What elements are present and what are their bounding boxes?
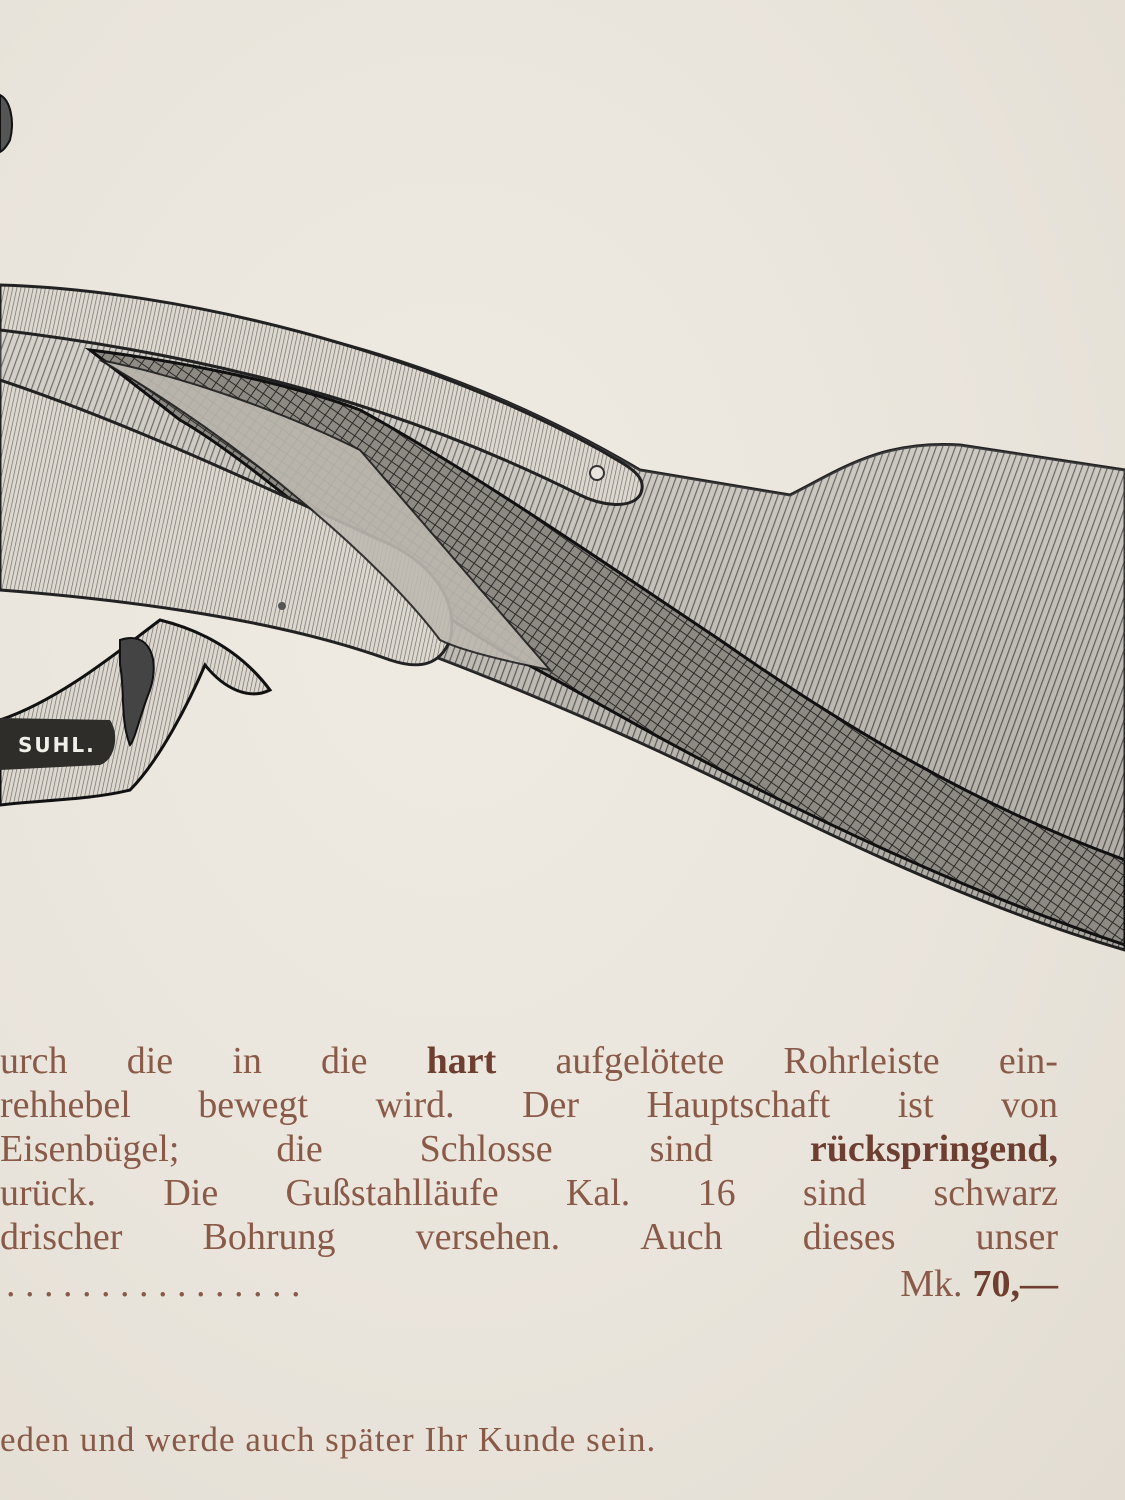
description-word: Gußstahlläufe (285, 1172, 499, 1214)
description-word: Schlosse (419, 1128, 553, 1170)
description-word: Rohrleiste (783, 1040, 940, 1082)
suhl-engraving-label: SUHL. (18, 733, 96, 757)
description-word: Auch (640, 1216, 723, 1258)
description-word: unser (975, 1216, 1058, 1258)
description-word: die (126, 1040, 174, 1082)
description-word: bewegt (198, 1084, 309, 1126)
description-line (0, 1086, 1058, 1134)
description-word: versehen. (415, 1216, 561, 1258)
description-line (0, 1174, 1058, 1222)
description-line (0, 1042, 1058, 1090)
description-word: aufgelötete (555, 1040, 725, 1082)
description-word: Hauptschaft (646, 1084, 831, 1126)
price-currency: Mk. (900, 1263, 963, 1305)
description-word: ist (897, 1084, 934, 1126)
tang-screw (590, 466, 604, 480)
description-word: von (1001, 1084, 1058, 1126)
description-word: dieses (802, 1216, 896, 1258)
description-word: drischer (0, 1216, 123, 1258)
description-word: die (321, 1040, 368, 1082)
description-word: Bohrung (202, 1216, 336, 1258)
price-line (0, 1262, 1058, 1310)
description-word: urch (0, 1040, 68, 1082)
description-word: sind (802, 1172, 867, 1214)
description-word: ein- (998, 1040, 1058, 1082)
leader-dots: . . . . . . . . . . . . . . . . (6, 1263, 301, 1305)
description-word: rehhebel (0, 1084, 131, 1126)
description-word: Kal. (565, 1172, 631, 1214)
hammer-fragment (0, 95, 12, 152)
description-word: urück. (0, 1172, 97, 1214)
description-word: rückspringend, (809, 1128, 1058, 1170)
description-word: die (276, 1128, 323, 1170)
description-word: Die (163, 1172, 219, 1214)
footer-text: eden und werde auch später Ihr Kunde sein. (0, 1420, 657, 1459)
description-word: sind (649, 1128, 713, 1170)
description-word: 16 (697, 1172, 736, 1214)
description-line (0, 1130, 1058, 1178)
description-word: Eisenbügel; (0, 1128, 180, 1170)
description-line (0, 1218, 1058, 1266)
description-word: hart (426, 1040, 497, 1082)
description-word: in (232, 1040, 262, 1082)
lock-screw (278, 602, 286, 610)
price-value: 70,— (972, 1263, 1058, 1305)
description-word: wird. (375, 1084, 455, 1126)
description-word: Der (522, 1084, 580, 1126)
description-word: schwarz (933, 1172, 1058, 1214)
